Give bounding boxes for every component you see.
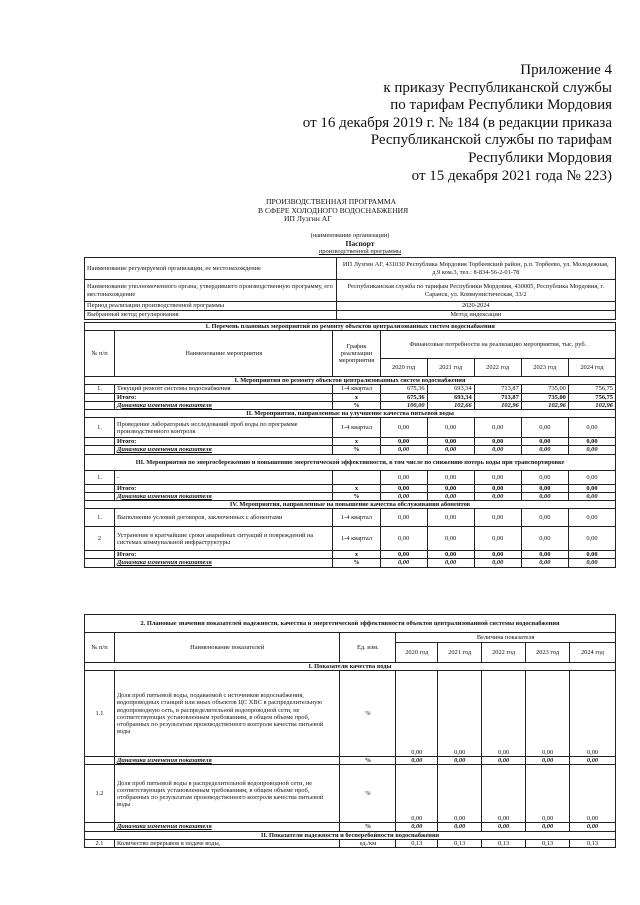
- blank-cell: [85, 393, 115, 401]
- row-name: Проведение лабораторных исследований проб воды по программе производственного контроля: [115, 418, 333, 438]
- value-cell: 0,00: [427, 509, 474, 527]
- value-cell: 0,00: [380, 527, 427, 551]
- dynamics-value: 0,00: [526, 823, 570, 831]
- year-header: 2020 год: [380, 359, 427, 377]
- total-value: 0,00: [521, 484, 568, 492]
- appendix-header: [252, 62, 612, 185]
- total-row: [85, 438, 616, 446]
- col-needs-header: Финансовые потребности на реализацию мероприятия, тыс. руб.: [380, 331, 615, 359]
- section-row: [85, 377, 616, 385]
- total-label: Итого:: [115, 438, 333, 446]
- value-cell: 0,00: [380, 418, 427, 438]
- total-value: 0,00: [568, 484, 615, 492]
- value-cell: 0,00: [438, 765, 482, 823]
- table-row: [85, 258, 616, 280]
- table-title-row: [85, 615, 616, 633]
- section-title: II. Мероприятия, направленные на улучшение качества питьевой воды: [85, 410, 616, 418]
- dynamics-unit: %: [333, 492, 380, 500]
- dynamics-value: 0,00: [474, 446, 521, 454]
- dynamics-unit: %: [340, 757, 396, 765]
- col-values-header: Величина показателя: [396, 633, 616, 643]
- dynamics-label: Динамика изменения показателя: [115, 401, 333, 409]
- table-title: 2. Плановые значения показателей надежности, качества и энергетической эффективности объектов централизованной системы водоснабжения: [85, 615, 616, 633]
- total-value: 735,00: [521, 393, 568, 401]
- blank-cell: [85, 438, 115, 446]
- row-name: Доля проб питьевой воды в распределительной водопроводной сети, не соответствующих установленным требованиям, в общем объеме проб, отобранных по результатам производственного контроля качества питьевой воды: [114, 765, 340, 823]
- table-row: [85, 418, 616, 438]
- dynamics-value: 0,00: [474, 559, 521, 567]
- value-cell: 0,13: [438, 839, 482, 847]
- value-cell: 0,00: [474, 509, 521, 527]
- col-unit-header: Ед. изм.: [340, 633, 396, 663]
- dynamics-value: 0,00: [570, 823, 616, 831]
- value-cell: 0,00: [521, 470, 568, 484]
- organization-caption: (наименование организации): [310, 232, 390, 239]
- row-name: -: [115, 470, 333, 484]
- value-cell: 0,00: [474, 470, 521, 484]
- indicators-body: [85, 671, 616, 831]
- total-value: 0,00: [474, 438, 521, 446]
- value-cell: 0,13: [396, 839, 438, 847]
- row-num: 1.: [85, 470, 115, 484]
- dynamics-label: Динамика изменения показателя: [115, 446, 333, 454]
- dynamics-row: [85, 559, 616, 567]
- value-cell: 0,00: [568, 470, 615, 484]
- row-schedule: 1-4 квартал: [333, 509, 380, 527]
- total-unit: х: [333, 484, 380, 492]
- dynamics-value: 0,00: [427, 559, 474, 567]
- row-name: Количество перерывов в подаче воды,: [114, 839, 340, 847]
- value-cell: 0,00: [396, 765, 438, 823]
- section-row: [85, 410, 616, 418]
- dynamics-value: 0,00: [521, 446, 568, 454]
- total-row: [85, 484, 616, 492]
- dynamics-value: 102,96: [568, 401, 615, 409]
- value-cell: 0,00: [427, 470, 474, 484]
- dynamics-value: 0,00: [568, 492, 615, 500]
- row-num: 1.: [85, 509, 115, 527]
- total-value: 0,00: [427, 551, 474, 559]
- total-value: 0,00: [474, 551, 521, 559]
- value-cell: 0,00: [521, 418, 568, 438]
- value-cell: 0,00: [568, 527, 615, 551]
- dynamics-value: 0,00: [482, 823, 526, 831]
- total-value: 0,00: [380, 438, 427, 446]
- appendix-line: Приложение 4: [520, 62, 612, 78]
- year-header: 2023 год: [521, 359, 568, 377]
- value-cell: 0,00: [427, 527, 474, 551]
- value-cell: 0,00: [570, 765, 616, 823]
- total-value: 0,00: [521, 551, 568, 559]
- value-cell: 756,75: [568, 385, 615, 393]
- dynamics-row: [85, 823, 616, 831]
- value-cell: 0,00: [568, 418, 615, 438]
- value-cell: 675,36: [380, 385, 427, 393]
- row-unit: %: [340, 765, 396, 823]
- year-header: 2024 год: [568, 359, 615, 377]
- passport-table: [84, 257, 616, 320]
- value-cell: 0,00: [438, 671, 482, 757]
- passport-label: Наименование регулируемой организации, ее местонахождение: [85, 258, 337, 280]
- value-cell: 0,00: [474, 527, 521, 551]
- row-num: 1.1: [85, 671, 115, 757]
- value-cell: 713,87: [474, 385, 521, 393]
- row-name: Устранение в кратчайшие сроки аварийных ситуаций и повреждений на системах коммунальной инфраструктуры: [115, 527, 333, 551]
- indicators-table: [84, 614, 616, 848]
- blank-cell: [85, 551, 115, 559]
- table-row: [85, 765, 616, 823]
- total-value: 0,00: [427, 438, 474, 446]
- dynamics-row: [85, 446, 616, 454]
- dynamics-value: 0,00: [438, 823, 482, 831]
- row-unit: %: [340, 671, 396, 757]
- value-cell: 0,00: [427, 418, 474, 438]
- year-header: 2020 год: [396, 643, 438, 663]
- organization-name: ИП Лузгин АГ: [284, 214, 332, 224]
- total-unit: х: [333, 393, 380, 401]
- dynamics-unit: %: [333, 446, 380, 454]
- appendix-line: Республиканской службы по тарифам: [370, 132, 612, 149]
- row-num: 1.: [85, 385, 115, 393]
- dynamics-label: Динамика изменения показателя: [114, 823, 340, 831]
- dynamics-value: 0,00: [474, 492, 521, 500]
- total-value: 0,00: [568, 551, 615, 559]
- table-row: [85, 385, 616, 393]
- dynamics-value: 0,00: [380, 446, 427, 454]
- total-value: 713,87: [474, 393, 521, 401]
- program-subtitle: В СФЕРЕ ХОЛОДНОГО ВОДОСНАБЖЕНИЯ: [258, 205, 409, 215]
- program-title: ПРОИЗВОДСТВЕННАЯ ПРОГРАММА: [266, 197, 397, 206]
- section-row: [85, 663, 616, 671]
- col-name-header: Наименование показателей: [114, 633, 340, 663]
- passport-subtitle: производственной программы: [318, 248, 402, 255]
- value-cell: 0,00: [526, 765, 570, 823]
- dynamics-row: [85, 492, 616, 500]
- appendix-line: Республики Мордовия: [468, 149, 612, 166]
- passport-value: ИП Лузгин АГ, 431030 Республика Мордовия Торбеевский район, р.п. Торбеево, ул. Молодежная, д.9 ком.3, тел.: 8-834-56-2-01-78: [336, 258, 615, 280]
- year-header: 2022 год: [474, 359, 521, 377]
- dynamics-value: 102,96: [474, 401, 521, 409]
- blank-cell: [85, 823, 115, 831]
- passport-label: Период реализации производственной программы: [85, 302, 337, 311]
- table-row: [85, 280, 616, 302]
- row-schedule: 1-4 квартал: [333, 418, 380, 438]
- dynamics-value: 0,00: [380, 492, 427, 500]
- appendix-line: от 16 декабря 2019 г. № 184 (в редакции приказа: [302, 114, 612, 131]
- table-title-row: [85, 323, 616, 331]
- row-num: 2.1: [85, 839, 115, 847]
- dynamics-row: [85, 757, 616, 765]
- dynamics-value: 102,66: [427, 401, 474, 409]
- passport-value: 2020-2024: [336, 302, 615, 311]
- total-value: 0,00: [427, 484, 474, 492]
- col-name-header: Наименование мероприятия: [115, 331, 333, 377]
- total-label: Итого:: [115, 484, 333, 492]
- section-row: [85, 831, 616, 839]
- passport-value: Метод индексации: [336, 311, 615, 320]
- table-row: [85, 509, 616, 527]
- passport-label: Выбранный метод регулирования: [85, 311, 337, 320]
- value-cell: 0,00: [482, 671, 526, 757]
- value-cell: 0,13: [570, 839, 616, 847]
- row-num: 1.: [85, 418, 115, 438]
- section-title: IV. Мероприятия, направленные на повышение качества обслуживания абонентов: [85, 501, 616, 509]
- section-title: I. Показатели качества воды: [85, 663, 616, 671]
- dynamics-unit: %: [340, 823, 396, 831]
- value-cell: 0,00: [482, 765, 526, 823]
- value-cell: 0,13: [526, 839, 570, 847]
- col-schedule-header: График реализации мероприятия: [333, 331, 380, 377]
- section-title: II. Показатели надежности и бесперебойности водоснабжения: [85, 831, 616, 839]
- total-label: Итого:: [115, 551, 333, 559]
- table-row: [85, 671, 616, 757]
- section-title: I. Мероприятия по ремонту объектов централизованных систем водоснабжения: [85, 377, 616, 385]
- value-cell: 0,00: [521, 527, 568, 551]
- year-header: 2024 год: [570, 643, 616, 663]
- row-schedule: 1-4 квартал: [333, 527, 380, 551]
- passport-value: Республиканская служба по тарифам Республики Мордовия, 430005, Республика Мордовия, г. Саранск, ул. Коммунистическая, 33/2: [336, 280, 615, 302]
- total-row: [85, 393, 616, 401]
- table-row: [85, 311, 616, 320]
- passport-title: Паспорт: [345, 239, 375, 248]
- total-label: Итого:: [115, 393, 333, 401]
- year-header: 2021 год: [427, 359, 474, 377]
- total-value: 756,75: [568, 393, 615, 401]
- table-row: [85, 527, 616, 551]
- blank-cell: [85, 757, 115, 765]
- dynamics-unit: %: [333, 401, 380, 409]
- blank-cell: [85, 559, 115, 567]
- appendix-line: по тарифам Республики Мордовия: [390, 97, 612, 114]
- dynamics-value: 0,00: [570, 757, 616, 765]
- year-header: 2023 год: [526, 643, 570, 663]
- value-cell: 0,00: [526, 671, 570, 757]
- dynamics-value: 0,00: [427, 446, 474, 454]
- dynamics-value: 0,00: [521, 492, 568, 500]
- section-title: III. Мероприятия по энергосбережению и повышению энергетической эффективности, в том числе по снижению потерь воды при транспортировке: [85, 454, 616, 470]
- total-value: 0,00: [380, 551, 427, 559]
- row-unit: ед./км: [340, 839, 396, 847]
- value-cell: 693,34: [427, 385, 474, 393]
- section-row: [85, 454, 616, 470]
- dynamics-label: Динамика изменения показателя: [114, 757, 340, 765]
- row-num: 1.2: [85, 765, 115, 823]
- appendix-line: к приказу Республиканской службы: [383, 79, 612, 96]
- total-value: 675,36: [380, 393, 427, 401]
- year-header: 2022 год: [482, 643, 526, 663]
- value-cell: 0,13: [482, 839, 526, 847]
- row-name: Текущий ремонт системы водоснабжения: [115, 385, 333, 393]
- col-num-header: № п/п: [85, 633, 115, 663]
- passport-label: Наименование уполномоченного органа, утвердившего производственную программу, его местонахождение: [85, 280, 337, 302]
- section-row: [85, 501, 616, 509]
- dynamics-value: 0,00: [427, 492, 474, 500]
- value-cell: 0,00: [380, 509, 427, 527]
- row-schedule: [333, 470, 380, 484]
- year-header: 2021 год: [438, 643, 482, 663]
- total-value: 0,00: [380, 484, 427, 492]
- total-value: 693,34: [427, 393, 474, 401]
- dynamics-value: 0,00: [521, 559, 568, 567]
- dynamics-label: Динамика изменения показателя: [115, 492, 333, 500]
- dynamics-value: 0,00: [396, 823, 438, 831]
- dynamics-value: 0,00: [438, 757, 482, 765]
- program-heading: [0, 198, 640, 224]
- table-row: [85, 470, 616, 484]
- row-name: Доля проб питьевой воды, подаваемой с источников водоснабжения, водопроводных станций или иных объектов ЦС ХВС в распределительную водопроводную сеть, в распределительной водопроводной сети, не соответствующих установленным требованиям, в общем объеме проб, отобранных по результатам производственного контроля качества питьевой воды: [114, 671, 340, 757]
- blank-cell: [85, 401, 115, 409]
- appendix-line: от 15 декабря 2021 года № 223): [411, 167, 612, 184]
- table-row: [85, 839, 616, 847]
- dynamics-value: 0,00: [380, 559, 427, 567]
- table-title: 1. Перечень плановых мероприятий по ремонту объектов централизованных систем водоснабжения: [85, 323, 616, 331]
- value-cell: 0,00: [568, 509, 615, 527]
- row-name: Выполнение условий договоров, заключенных с абонентами: [115, 509, 333, 527]
- value-cell: 0,00: [521, 509, 568, 527]
- table-header-row: [85, 633, 616, 643]
- total-row: [85, 551, 616, 559]
- value-cell: 0,00: [380, 470, 427, 484]
- row-num: 2: [85, 527, 115, 551]
- activities-body: [85, 377, 616, 567]
- dynamics-value: 0,00: [396, 757, 438, 765]
- value-cell: 0,00: [570, 671, 616, 757]
- total-unit: х: [333, 438, 380, 446]
- total-value: 0,00: [474, 484, 521, 492]
- dynamics-value: 0,00: [568, 446, 615, 454]
- dynamics-value: 102,96: [521, 401, 568, 409]
- dynamics-label: Динамика изменения показателя: [115, 559, 333, 567]
- col-num-header: № п/п: [85, 331, 115, 377]
- dynamics-value: 0,00: [568, 559, 615, 567]
- activities-table: [84, 322, 616, 568]
- total-value: 0,00: [521, 438, 568, 446]
- value-cell: 0,00: [474, 418, 521, 438]
- dynamics-value: 0,00: [526, 757, 570, 765]
- row-schedule: 1-4 квартал: [333, 385, 380, 393]
- dynamics-unit: %: [333, 559, 380, 567]
- total-unit: х: [333, 551, 380, 559]
- dynamics-value: 0,00: [482, 757, 526, 765]
- dynamics-row: [85, 401, 616, 409]
- value-cell: 0,00: [396, 671, 438, 757]
- blank-cell: [85, 484, 115, 492]
- value-cell: 735,00: [521, 385, 568, 393]
- blank-cell: [85, 492, 115, 500]
- blank-cell: [85, 446, 115, 454]
- table-row: [85, 302, 616, 311]
- table-header-row: [85, 331, 616, 359]
- total-value: 0,00: [568, 438, 615, 446]
- dynamics-value: 100,00: [380, 401, 427, 409]
